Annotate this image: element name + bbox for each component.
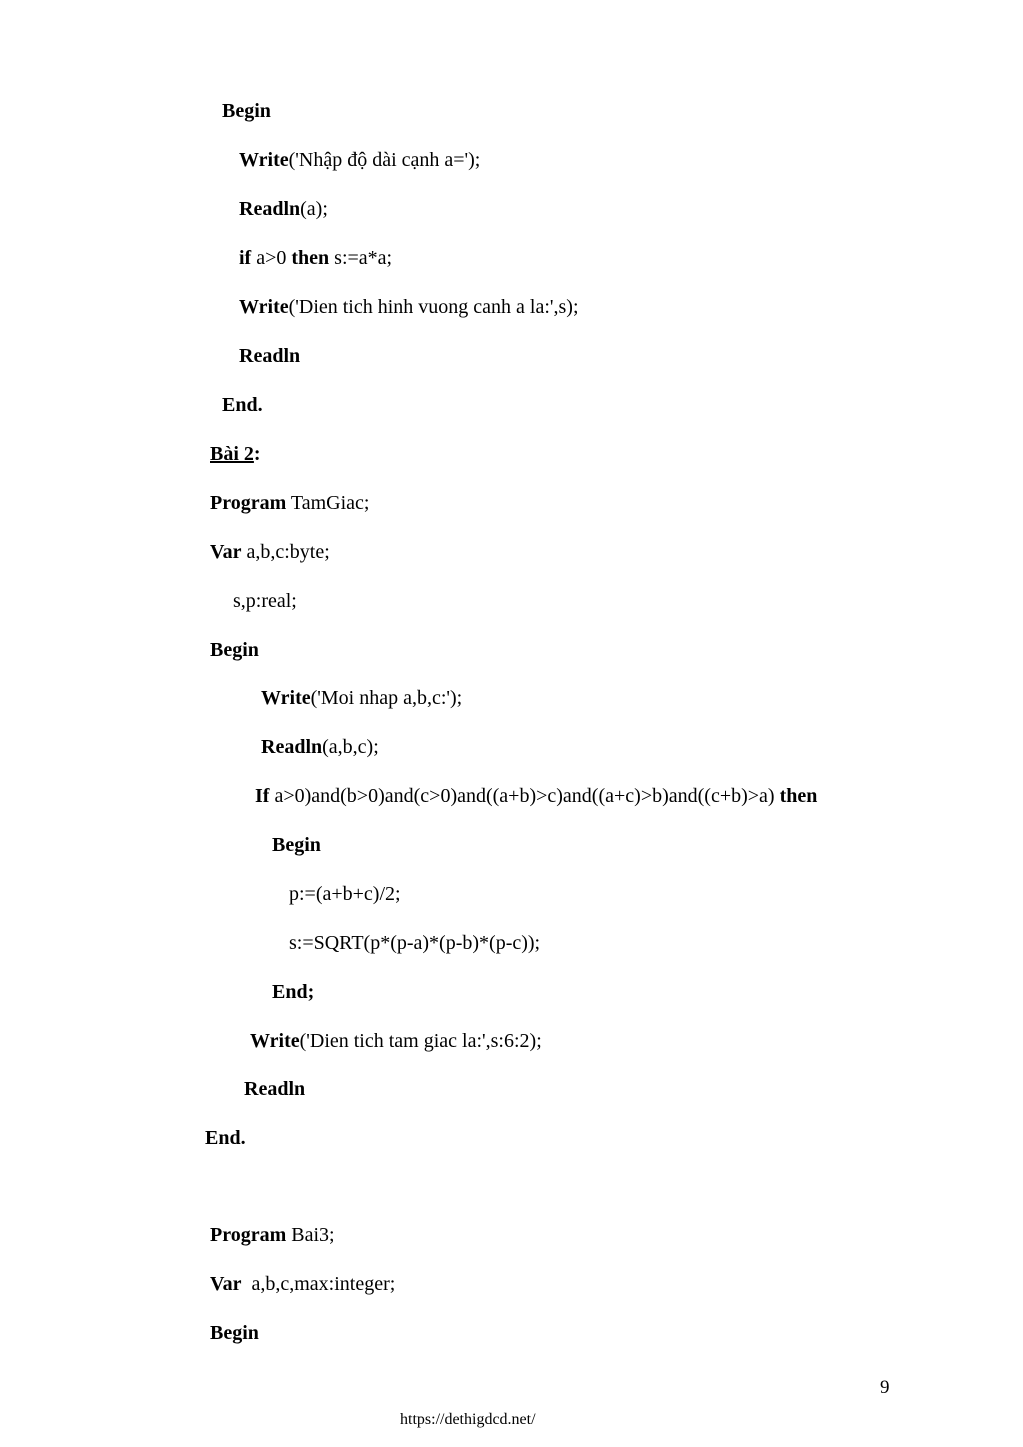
code-text: ('Dien tich hinh vuong canh a la:',s); (288, 296, 579, 318)
code-line (239, 197, 328, 221)
code-text: ('Moi nhap a,b,c:'); (310, 687, 463, 709)
code-line (222, 393, 263, 417)
code-text: p:=(a+b+c)/2; (289, 883, 401, 905)
code-line (210, 491, 369, 515)
code-text: (a); (300, 198, 328, 220)
code-text: s:=SQRT(p*(p-a)*(p-b)*(p-c)); (289, 932, 541, 954)
keyword: Program (210, 1224, 287, 1246)
keyword: Readln (239, 345, 301, 367)
keyword: then (291, 247, 330, 269)
code-line (239, 148, 480, 172)
code-line (261, 686, 462, 710)
code-line (239, 344, 300, 368)
code-line (272, 833, 321, 857)
code-line (210, 442, 261, 466)
code-line (233, 589, 297, 613)
keyword: Var (210, 541, 242, 563)
code-text: ('Dien tich tam giac la:',s:6:2); (299, 1030, 542, 1052)
keyword: Begin (210, 639, 259, 661)
code-line (210, 1321, 259, 1345)
code-line (222, 99, 271, 123)
code-line (239, 246, 392, 270)
keyword: End; (272, 981, 315, 1003)
keyword: Program (210, 492, 287, 514)
keyword: if (239, 247, 252, 269)
keyword: End. (222, 394, 263, 416)
keyword: Readln (261, 736, 323, 758)
code-line (289, 931, 540, 955)
keyword: Write (239, 149, 289, 171)
code-text: ('Nhập độ dài cạnh a='); (288, 149, 481, 171)
code-line (210, 638, 259, 662)
code-text: a,b,c,max:integer; (241, 1273, 396, 1295)
keyword: then (779, 785, 818, 807)
code-line (272, 980, 314, 1004)
keyword: Var (210, 1273, 242, 1295)
keyword: Begin (272, 834, 321, 856)
keyword: If (255, 785, 270, 807)
keyword: Readln (239, 198, 301, 220)
keyword: Bài 2 (210, 443, 254, 465)
code-text: s:=a*a; (329, 247, 393, 269)
keyword: Begin (222, 100, 271, 122)
code-line (289, 882, 401, 906)
code-line (205, 1126, 246, 1150)
code-text: TamGiac; (286, 492, 370, 514)
code-line (261, 735, 379, 759)
keyword: Write (261, 687, 311, 709)
keyword: Write (239, 296, 289, 318)
keyword: Readln (244, 1078, 306, 1100)
code-line (244, 1077, 305, 1101)
code-text: a,b,c:byte; (241, 541, 330, 563)
keyword: : (253, 443, 261, 465)
code-line (239, 295, 579, 319)
keyword: End. (205, 1127, 246, 1149)
page-number: 9 (880, 1377, 890, 1398)
code-text: a>0 (251, 247, 292, 269)
code-line (210, 540, 330, 564)
code-text: a>0)and(b>0)and(c>0)and((a+b)>c)and((a+c)>b)and((c+b)>a) (269, 785, 780, 807)
code-line (250, 1029, 542, 1053)
keyword: Write (250, 1030, 300, 1052)
footer-url: https://dethigdcd.net/ (400, 1411, 536, 1428)
code-line (210, 1223, 335, 1247)
code-text: Bai3; (286, 1224, 335, 1246)
code-line (255, 784, 817, 808)
keyword: Begin (210, 1322, 259, 1344)
code-line (210, 1272, 395, 1296)
code-text: s,p:real; (233, 590, 297, 612)
code-text: (a,b,c); (322, 736, 379, 758)
